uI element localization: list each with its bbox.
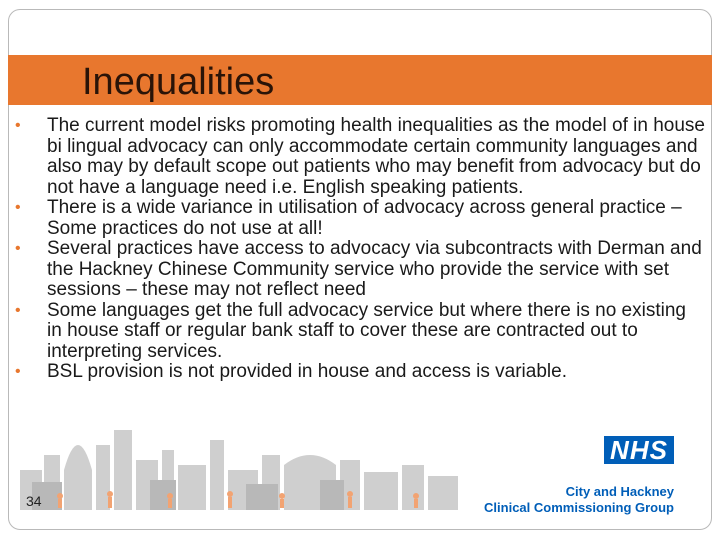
bullet-text: The current model risks promoting health inequalities as the model of in house bi lingual advocacy can only accommodate certain community languages and also may by default scope out patients who may benefit from advocacy but do not have a language need i.e. English speaking patients. [47, 115, 705, 198]
bullet-icon: • [15, 240, 21, 257]
nhs-logo: NHS [604, 436, 674, 464]
bullet-text: Several practices have access to advocacy via subcontracts with Derman and the Hackney Chinese Community service who provide the service with set sessions – these may not reflect need [47, 238, 702, 300]
bullet-text: There is a wide variance in utilisation of advocacy across general practice – Some practices do not use at all! [47, 197, 682, 239]
bullet-item [15, 239, 705, 301]
bullet-text: Some languages get the full advocacy service but where there is no existing in house staff or regular bank staff to cover these are contracted out to interpreting services. [47, 299, 686, 362]
ccg-name-line1: City and Hackney [565, 484, 674, 499]
bullet-item [15, 301, 705, 363]
bullet-icon: • [15, 363, 21, 380]
city-skyline-illustration [20, 410, 460, 510]
bullet-list [15, 116, 705, 383]
bullet-icon: • [15, 199, 21, 216]
slide-title: Inequalities [82, 61, 275, 103]
ccg-name-line2: Clinical Commissioning Group [484, 500, 674, 515]
bullet-item [15, 116, 705, 198]
bullet-icon: • [15, 117, 21, 134]
bullet-text: BSL provision is not provided in house and access is variable. [47, 361, 567, 382]
page-number: 34 [26, 493, 42, 509]
bullet-item [15, 198, 705, 239]
bullet-icon: • [15, 301, 21, 319]
bullet-item [15, 362, 705, 383]
